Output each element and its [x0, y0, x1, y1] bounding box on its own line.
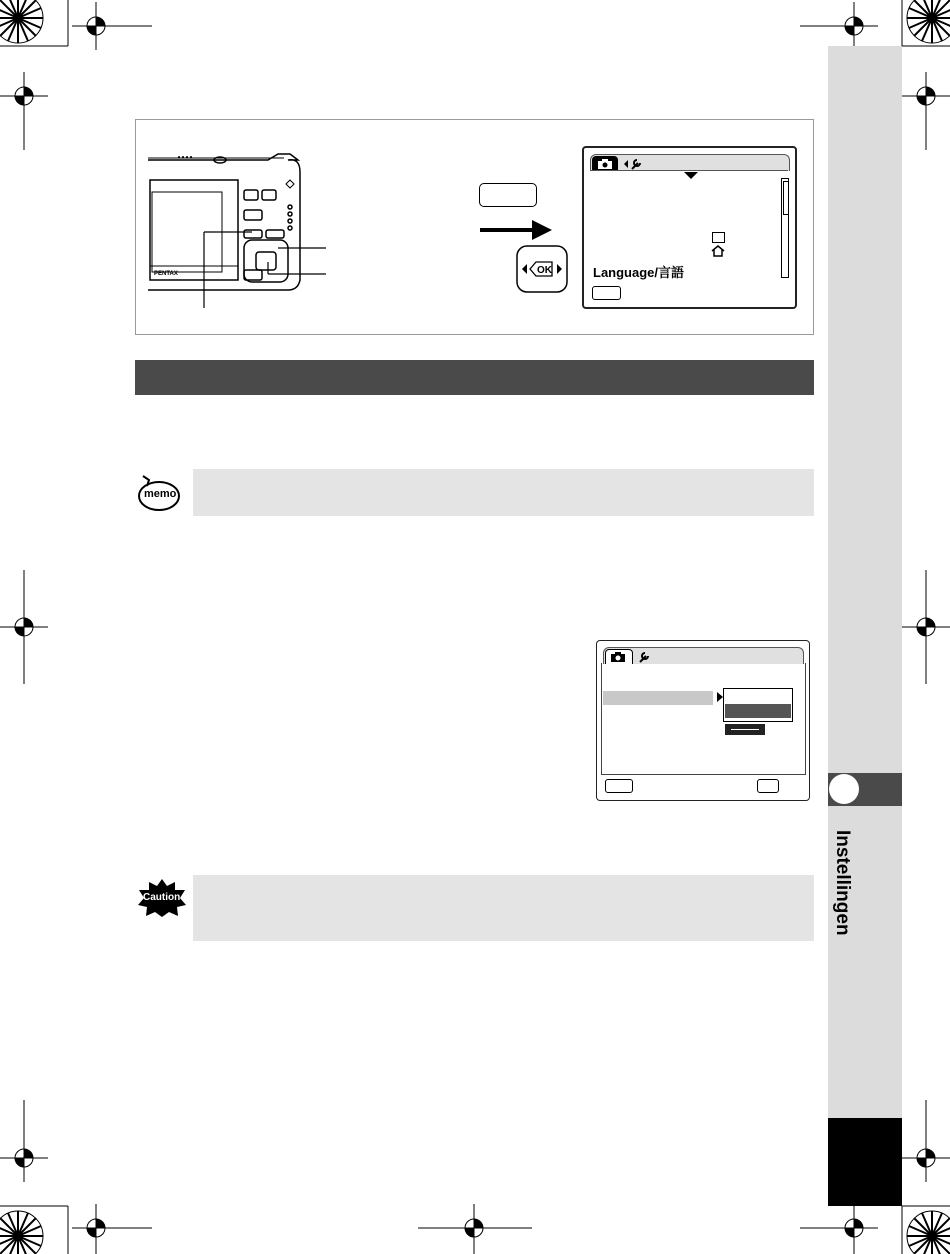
highlighted-menu-row [603, 691, 713, 705]
page-number-block [828, 1118, 902, 1206]
four-way-controller-icon [516, 245, 568, 293]
caution-note-box [193, 875, 814, 941]
lcd-setup-menu [582, 146, 797, 309]
arrow-right-icon [480, 218, 552, 242]
lcd-tab-bar-2 [603, 647, 804, 664]
chapter-title: Instellingen [832, 830, 853, 936]
camera-brand-label: PENTAX [154, 271, 178, 277]
square-icon [712, 232, 725, 243]
lcd-setup-menu-2 [596, 640, 810, 801]
menu-key-indicator [592, 286, 621, 300]
memo-label: memo [144, 488, 177, 500]
submenu-popup [723, 688, 793, 722]
ok-key-indicator [757, 779, 779, 793]
menu-button-illustration [479, 183, 537, 207]
selection-cursor-icon [684, 172, 698, 180]
menu-key-indicator-2 [605, 779, 633, 793]
svg-text:OK: OK [537, 265, 552, 276]
caution-label: Caution [143, 892, 181, 903]
memo-note-box [193, 469, 814, 516]
chapter-title-vertical [815, 830, 875, 936]
chapter-side-tab [828, 46, 902, 1206]
scrollbar [781, 178, 789, 278]
camera-icon [597, 158, 613, 169]
section-heading-bar [135, 360, 814, 395]
reg-mark-top-left-1 [72, 2, 152, 50]
home-icon [711, 245, 725, 257]
camera-icon-2 [610, 651, 626, 662]
chapter-number-circle [829, 774, 859, 804]
language-menu-item: Language/言語 [593, 265, 685, 280]
wrench-icon [637, 650, 653, 664]
date-style-indicator [725, 724, 765, 735]
wrench-tab-icon [620, 157, 644, 171]
camera-back-illustration [148, 152, 338, 310]
